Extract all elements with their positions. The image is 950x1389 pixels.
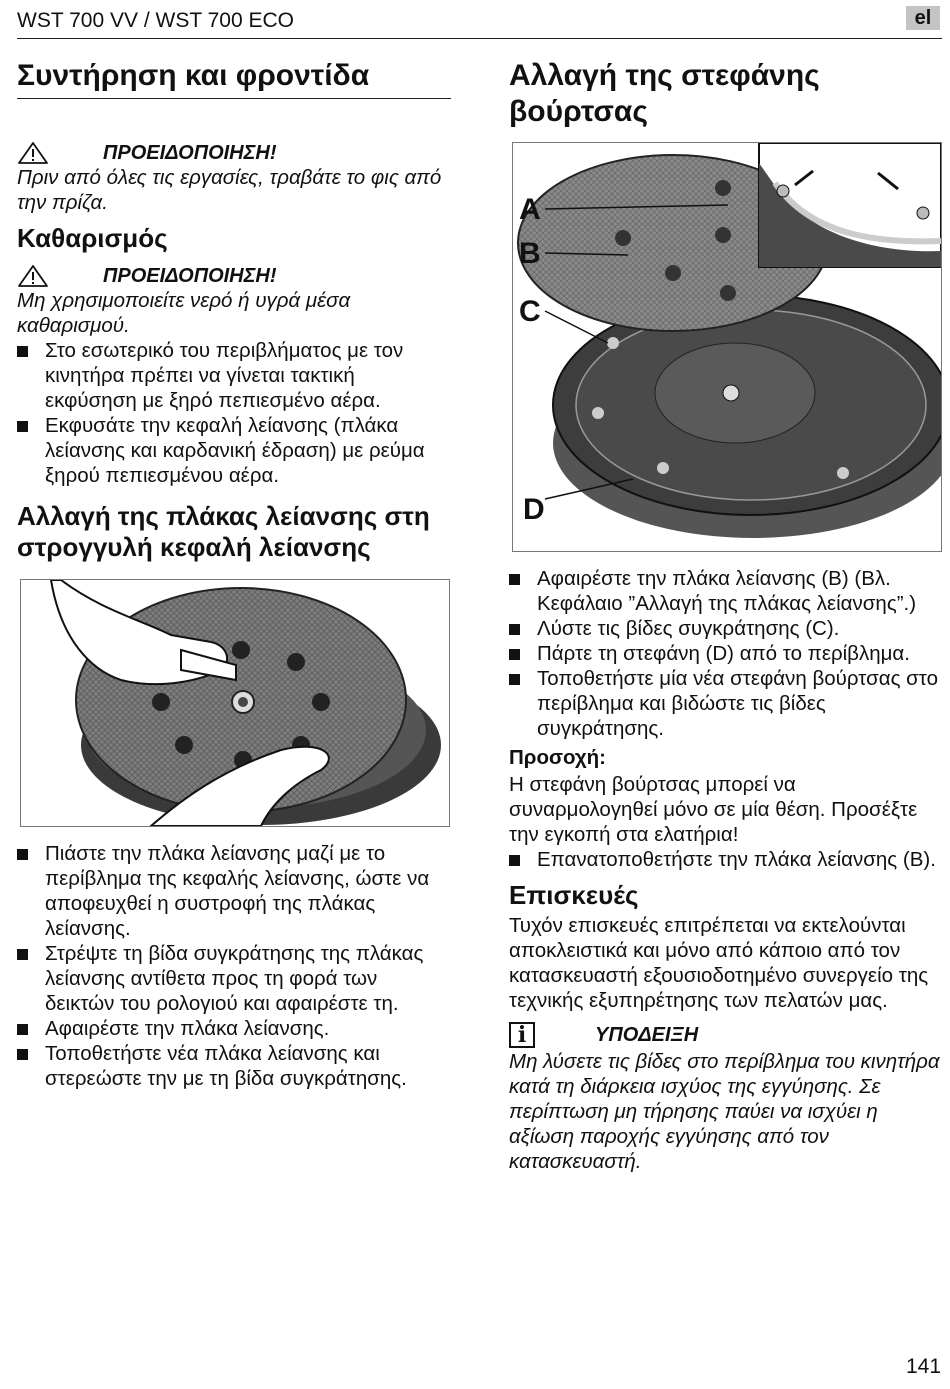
bullet-square-icon	[509, 855, 520, 866]
callout-d: D	[523, 493, 545, 526]
sanding-plate-figure	[20, 579, 450, 827]
header-divider	[17, 38, 942, 39]
warning-triangle-icon	[17, 141, 49, 165]
warning-triangle-icon	[17, 264, 49, 288]
sanding-plate-illustration	[21, 580, 449, 826]
plate-change-list	[17, 841, 451, 1091]
cleaning-list	[17, 338, 451, 488]
callout-c: C	[519, 295, 541, 328]
list-item: Πάρτε τη στεφάνη (D) από το περίβλημα.	[509, 641, 941, 666]
list-item: Τοποθετήστε νέα πλάκα λείανσης και στερεώστε την με τη βίδα συγκράτησης.	[17, 1041, 451, 1091]
list-item: Πιάστε την πλάκα λείανσης μαζί με το περίβλημα της κεφαλής λείανσης, ώστε να αποφευχθεί η συστροφή της πλάκας λείανσης.	[17, 841, 451, 941]
repairs-heading: Επισκευές	[509, 880, 639, 910]
language-badge: el	[906, 6, 940, 30]
brush-ring-heading: Αλλαγή της στεφάνης βούρτσας	[509, 59, 820, 128]
callout-a: A	[519, 193, 541, 226]
list-item: Στο εσωτερικό του περιβλήματος με τον κινητήρα πρέπει να γίνεται τακτική εκφύσηση με ξηρό πεπιεσμένο αέρα.	[17, 338, 451, 413]
warning-block-2	[17, 264, 451, 288]
maintenance-heading: Συντήρηση και φροντίδα	[17, 59, 370, 92]
bullet-square-icon	[509, 649, 520, 660]
list-item: Εκφυσάτε την κεφαλή λείανσης (πλάκα λείανσης και καρδανική έδραση) με ρεύμα ξηρού πεπιεσμένου αέρα.	[17, 413, 451, 488]
list-item: Στρέψτε τη βίδα συγκράτησης της πλάκας λείανσης αντίθετα προς τη φορά των δεικτών του ρολογιού και αφαιρέστε τη.	[17, 941, 451, 1016]
brush-ring-list	[509, 566, 941, 741]
right-column	[509, 58, 941, 1174]
note-text: Μη λύσετε τις βίδες στο περίβλημα του κινητήρα κατά τη διάρκεια ισχύος της εγγύησης. Σε περίπτωση μη τήρησης παύει να ισχύει η αξίωση παροχής εγγύησης από τον κατασκευαστή.	[509, 1050, 940, 1173]
refit-list	[509, 847, 941, 872]
bullet-square-icon	[17, 849, 28, 860]
callout-b: B	[519, 237, 541, 270]
caution-label: Προσοχή:	[509, 746, 606, 769]
bullet-square-icon	[17, 1024, 28, 1035]
list-item: Αφαιρέστε την πλάκα λείανσης (B) (Βλ. Κεφάλαιο ”Αλλαγή της πλάκας λείανσης”.)	[509, 566, 941, 616]
bullet-square-icon	[509, 574, 520, 585]
page-number: 141	[906, 1355, 942, 1378]
bullet-square-icon	[17, 1049, 28, 1060]
list-item: Αφαιρέστε την πλάκα λείανσης.	[17, 1016, 451, 1041]
bullet-square-icon	[509, 674, 520, 685]
cleaning-heading: Καθαρισμός	[17, 223, 168, 253]
document-header-title: WST 700 VV / WST 700 ECO	[17, 9, 294, 32]
warning-text: Μη χρησιμοποιείτε νερό ή υγρά μέσα καθαρισμού.	[17, 289, 351, 337]
plate-change-heading: Αλλαγή της πλάκας λείανσης στη στρογγυλή κεφαλή λείανσης	[17, 501, 430, 562]
list-item: Τοποθετήστε μία νέα στεφάνη βούρτσας στο περίβλημα και βιδώστε τις βίδες συγκράτησης.	[509, 666, 941, 741]
bullet-square-icon	[509, 624, 520, 635]
left-column	[17, 58, 451, 1091]
note-block	[509, 1021, 941, 1049]
caution-text: Η στεφάνη βούρτσας μπορεί να συναρμολογηθεί μόνο σε μία θέση. Προσέξτε την εγκοπή στα ελατήρια!	[509, 773, 918, 846]
bullet-square-icon	[17, 346, 28, 357]
bullet-square-icon	[17, 949, 28, 960]
warning-label: ΠΡΟΕΙΔΟΠΟΙΗΣΗ!	[103, 264, 277, 287]
bullet-square-icon	[17, 421, 28, 432]
brush-ring-illustration	[513, 143, 941, 551]
warning-text: Πριν από όλες τις εργασίες, τραβάτε το φις από την πρίζα.	[17, 166, 442, 214]
note-label: ΥΠΟΔΕΙΞΗ	[595, 1023, 699, 1046]
warning-label: ΠΡΟΕΙΔΟΠΟΙΗΣΗ!	[103, 141, 277, 164]
brush-ring-figure	[512, 142, 942, 552]
info-icon: i	[509, 1022, 535, 1048]
list-item: Λύστε τις βίδες συγκράτησης (C).	[509, 616, 941, 641]
list-item: Επανατοποθετήστε την πλάκα λείανσης (B).	[509, 847, 941, 872]
warning-block-1	[17, 141, 451, 165]
repairs-text: Τυχόν επισκευές επιτρέπεται να εκτελούνται αποκλειστικά και μόνο από κάποιο από τον κατασκευαστή εξουσιοδοτημένο συνεργείο της τεχνικής εξυπηρέτησης των πελατών μας.	[509, 914, 929, 1012]
